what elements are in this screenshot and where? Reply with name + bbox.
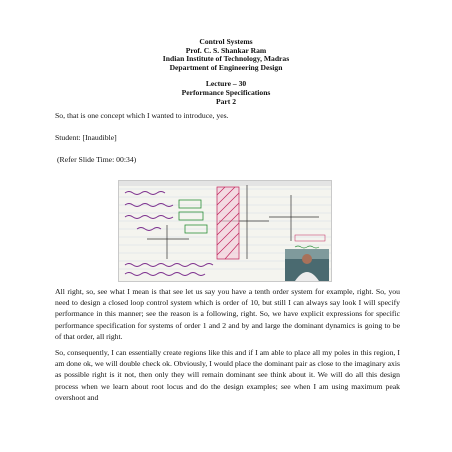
slide-toolbar [119, 181, 331, 186]
slide-drawing [119, 181, 331, 281]
institute-name: Indian Institute of Technology, Madras [162, 54, 290, 64]
lecture-header [0, 38, 452, 106]
lecture-number: Lecture – 30 [205, 79, 247, 89]
handwritten-formulas [125, 192, 213, 276]
hatched-region [217, 187, 239, 259]
lecture-slide-image [118, 180, 332, 282]
lecture-part: Part 2 [215, 96, 237, 106]
department-name: Department of Engineering Design [169, 62, 283, 72]
course-title: Control Systems [199, 37, 253, 46]
paragraph-regions-poles: So, consequently, I can essentially create regions like this and if I am able to place all my poles in this region, I am done ok, we will double check ok. Obviously, I would place the dominant pair as close to the imaginary axis as possible right is it not, then only they will remain dominant see think about it. We will do all this design process when we learn about root locus and do the design examples; see when I am using maximum peak overshoot and [55, 348, 400, 402]
paragraph-student: Student: [Inaudible] [55, 133, 117, 142]
lecture-topic: Performance Specifications [181, 87, 271, 97]
right-axes [269, 195, 319, 241]
professor-name: Prof. C. S. Shankar Ram [185, 45, 267, 55]
paragraph-intro: So, that is one concept which I wanted to introduce, yes. [55, 111, 229, 120]
paragraph-tenth-order-system: All right, so, see what I mean is that see let us say you have a tenth order system for example, right. So, you need to design a closed loop control system which is order of 10, but still I can always say look I will specify performance in this manner; see the reason is a following, right. So, we have explicit expressions for specific performance specification for systems of order 1 and 2 and by and large the dominant dynamics is going to be of that order, all right. [55, 287, 400, 341]
presenter-webcam [285, 249, 329, 281]
slide-time-reference: (Refer Slide Time: 00:34) [57, 155, 137, 164]
left-axes [147, 225, 189, 259]
